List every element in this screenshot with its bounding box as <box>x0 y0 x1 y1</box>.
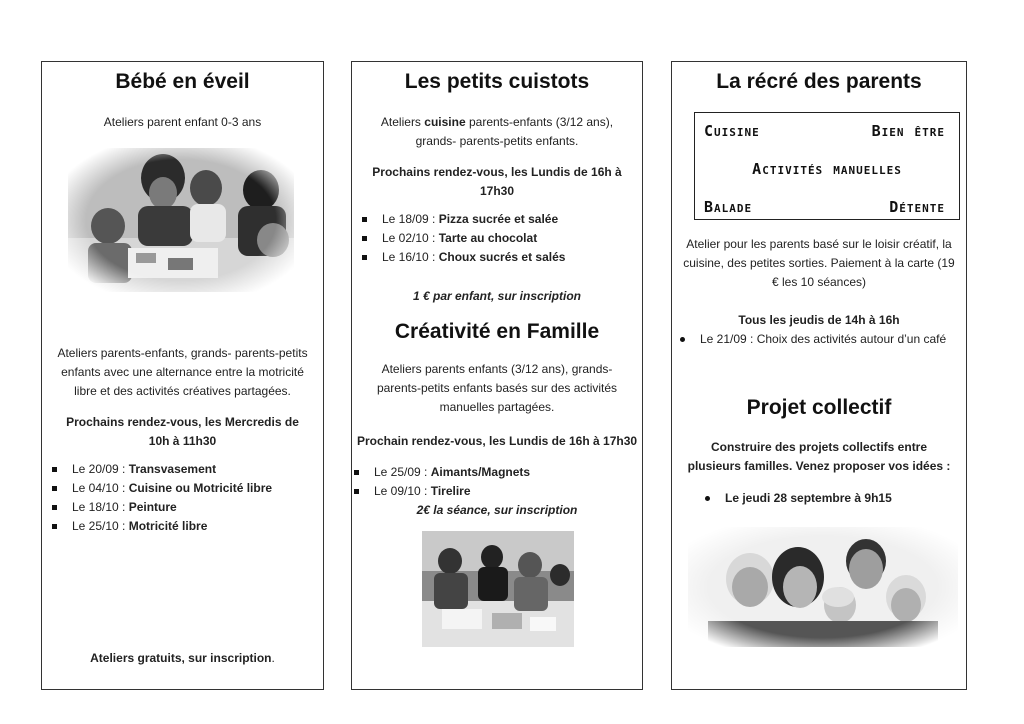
schedule-heading: Tous les jeudis de 14h à 16h <box>738 313 900 327</box>
list-item: Le jeudi 28 septembre à 9h15 <box>695 489 966 508</box>
list-item: Le 16/10 : Choux sucrés et salés <box>352 248 642 267</box>
panel-intro: Ateliers cuisine parents-enfants (3/12 ans), grands- parents-petits enfants. <box>380 115 614 148</box>
list-item: Le 18/09 : Pizza sucrée et salée <box>352 210 642 229</box>
section-description: Ateliers parents enfants (3/12 ans), grands-parents-petits enfants basés sur des activités manuelles partagées. <box>376 362 618 414</box>
panel-description: Atelier pour les parents basé sur le loisir créatif, la cuisine, des petites sorties. Paiement à la carte (19 € les 10 séances) <box>683 237 955 289</box>
panel-title: Les petits cuistots <box>404 70 590 93</box>
list-item: Le 02/10 : Tarte au chocolat <box>352 229 642 248</box>
section-description: Construire des projets collectifs entre plusieurs familles. Venez proposer vos idées : <box>687 440 951 473</box>
box-label-activites: Activités manuelles <box>752 160 902 178</box>
box-label-cuisine: Cuisine <box>704 122 760 140</box>
activity-list <box>344 463 642 501</box>
list-item: Le 04/10 : Cuisine ou Motricité libre <box>42 479 323 498</box>
list-item: Le 20/09 : Transvasement <box>42 460 323 479</box>
activity-list <box>352 210 642 267</box>
rdv-heading: Prochains rendez-vous, les Mercredis de 10h à 11h30 <box>66 415 299 448</box>
panel-recre-des-parents <box>671 61 967 690</box>
list-item: Le 21/09 : Choix des activités autour d’un café <box>670 330 966 349</box>
rdv-heading: Prochains rendez-vous, les Lundis de 16h à 17h30 <box>372 165 622 198</box>
price-note: 2€ la séance, sur inscription <box>416 503 578 517</box>
activity-list <box>695 489 966 508</box>
section-title: Créativité en Famille <box>394 320 600 343</box>
panel-description: Ateliers parents-enfants, grands- parents-petits enfants avec une alternance entre la motricité libre et des activités créatives partagées. <box>57 346 308 398</box>
list-item: Le 09/10 : Tirelire <box>344 482 642 501</box>
list-item: Le 25/10 : Motricité libre <box>42 517 323 536</box>
box-label-bien-etre: Bien être <box>871 122 945 140</box>
panel-footer: Ateliers gratuits, sur inscription. <box>90 651 275 665</box>
activity-list <box>42 460 323 536</box>
box-label-detente: Détente <box>889 198 945 216</box>
panel-title: Bébé en éveil <box>115 70 250 93</box>
box-label-balade: Balade <box>704 198 753 216</box>
panel-title: La récré des parents <box>716 70 922 93</box>
list-item: Le 18/10 : Peinture <box>42 498 323 517</box>
photo-family-portrait <box>688 527 958 647</box>
photo-family-workshop <box>422 531 574 647</box>
activity-list <box>670 330 966 349</box>
panel-bebe-en-eveil <box>41 61 324 690</box>
section-title: Projet collectif <box>746 396 892 419</box>
price-note: 1 € par enfant, sur inscription <box>412 289 582 303</box>
panel-subtitle: Ateliers parent enfant 0-3 ans <box>103 115 262 129</box>
list-item: Le 25/09 : Aimants/Magnets <box>344 463 642 482</box>
panel-petits-cuistots <box>351 61 643 690</box>
photo-parents-toddlers <box>68 148 294 292</box>
rdv-heading: Prochain rendez-vous, les Lundis de 16h à 17h30 <box>356 434 638 448</box>
activities-box <box>694 112 960 220</box>
